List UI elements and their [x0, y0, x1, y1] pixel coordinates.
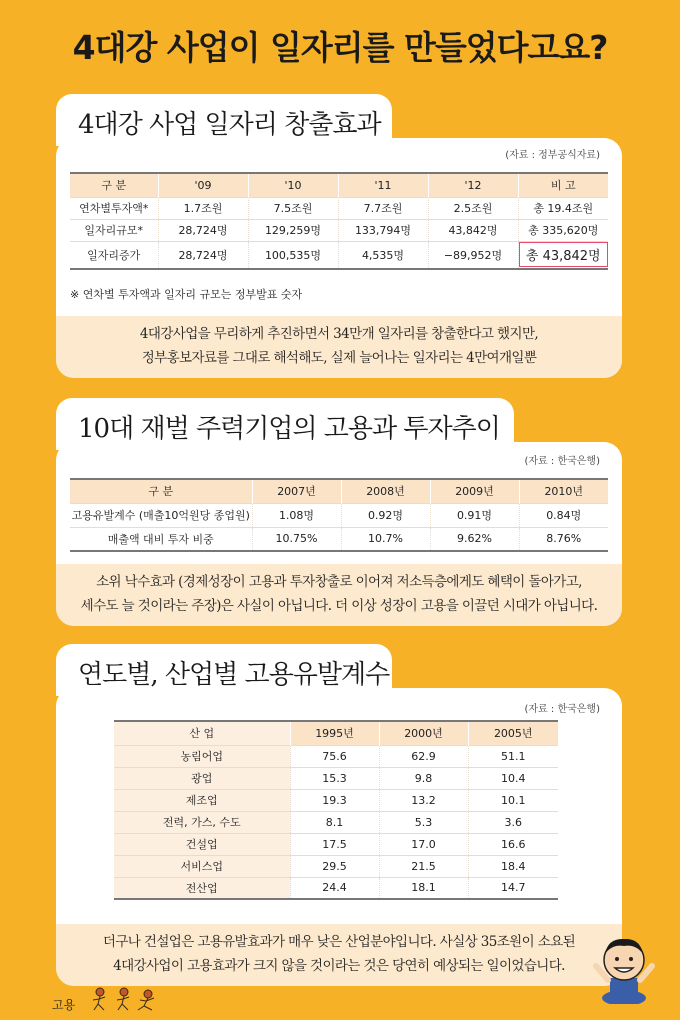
table-header-cell: '11: [338, 173, 428, 197]
table-header-cell: 2007년: [252, 479, 341, 503]
section1-card: [56, 138, 622, 378]
table-cell: 9.62%: [430, 527, 519, 551]
table-cell: 29.5: [290, 855, 379, 877]
table-header-cell: '10: [248, 173, 338, 197]
table-cell: 제조업: [114, 789, 290, 811]
table-header-row: [114, 721, 558, 745]
table-cell: [518, 241, 608, 269]
table-cell: 75.6: [290, 745, 379, 767]
section2-summary: [56, 564, 622, 626]
table-row: [70, 503, 608, 527]
table-header-cell: '12: [428, 173, 518, 197]
section3-summary: [56, 924, 622, 986]
section3-table: [114, 720, 558, 900]
table-row: [70, 241, 608, 269]
table-row: [114, 811, 558, 833]
summary-line: 4대강사업을 무리하게 추진하면서 34만개 일자리를 창출한다고 했지만,: [139, 326, 539, 342]
section1-note: ※ 연차별 투자액과 일자리 규모는 정부발표 숫자: [70, 288, 303, 301]
table-row: [114, 855, 558, 877]
table-cell: 농림어업: [114, 745, 290, 767]
section2-card: [56, 442, 622, 626]
table-header-row: [70, 479, 608, 503]
section2-source: (자료 : 한국은행): [524, 456, 600, 467]
table-cell: 28,724명: [158, 219, 248, 241]
table-header-row: [70, 173, 608, 197]
table-header-cell: 1995년: [290, 721, 379, 745]
table-cell: 1.08명: [252, 503, 341, 527]
section1-table: [70, 172, 608, 270]
table-header-cell: 2009년: [430, 479, 519, 503]
table-header-cell: 2000년: [379, 721, 468, 745]
table-cell: 일자리규모*: [70, 219, 158, 241]
table-cell: 5.3: [379, 811, 468, 833]
table-row: [70, 197, 608, 219]
table-cell: 9.8: [379, 767, 468, 789]
table-header-cell: '09: [158, 173, 248, 197]
table-cell: 건설업: [114, 833, 290, 855]
table-cell: 129,259명: [248, 219, 338, 241]
table-row: [114, 789, 558, 811]
table-cell: 광업: [114, 767, 290, 789]
table-cell: 8.1: [290, 811, 379, 833]
table-cell: 17.5: [290, 833, 379, 855]
table-cell: 24.4: [290, 877, 379, 899]
table-cell: 18.1: [379, 877, 468, 899]
table-row: [114, 767, 558, 789]
table-cell: 19.3: [290, 789, 379, 811]
table-row: [114, 833, 558, 855]
section1-summary: [56, 316, 622, 378]
table-cell: 10.75%: [252, 527, 341, 551]
table-cell: 0.92명: [341, 503, 430, 527]
table-cell: 10.1: [468, 789, 558, 811]
table-cell: 10.7%: [341, 527, 430, 551]
table-cell: 7.7조원: [338, 197, 428, 219]
table-cell: 총 335,620명: [518, 219, 608, 241]
table-header-cell: 구 분: [70, 173, 158, 197]
table-cell: 133,794명: [338, 219, 428, 241]
table-cell: 총 19.4조원: [518, 197, 608, 219]
table-cell: 10.4: [468, 767, 558, 789]
section3-source: (자료 : 한국은행): [524, 704, 600, 715]
section1-title: 4대강 사업 일자리 창출효과: [56, 94, 392, 146]
table-cell: 14.7: [468, 877, 558, 899]
table-cell: 8.76%: [519, 527, 608, 551]
table-cell: 18.4: [468, 855, 558, 877]
table-cell: 고용유발계수 (매출10억원당 종업원): [70, 503, 252, 527]
table-cell: 43,842명: [428, 219, 518, 241]
table-cell: 2.5조원: [428, 197, 518, 219]
summary-line: 세수도 늘 것이라는 주장)은 사실이 아닙니다. 더 이상 성장이 고용을 이끌던 시대가 아닙니다.: [80, 598, 598, 614]
runners-icon: [90, 986, 170, 1012]
summary-line: 정부홍보자료를 그대로 해석해도, 실제 늘어나는 일자리는 4만여개일뿐: [141, 350, 537, 366]
table-cell: 51.1: [468, 745, 558, 767]
section1-source: (자료 : 정부공식자료): [505, 150, 600, 161]
summary-line: 더구나 건설업은 고용유발효과가 매우 낮은 산업분야입니다. 사실상 35조원이 소요된: [102, 934, 576, 950]
table-cell: 일자리증가: [70, 241, 158, 269]
table-row: [70, 527, 608, 551]
table-cell: 4,535명: [338, 241, 428, 269]
table-cell: 0.84명: [519, 503, 608, 527]
table-cell: 3.6: [468, 811, 558, 833]
section3-card: [56, 688, 622, 986]
table-row: [70, 219, 608, 241]
table-cell: 전력, 가스, 수도: [114, 811, 290, 833]
table-cell: 7.5조원: [248, 197, 338, 219]
highlighted-total: 총 43,842명: [519, 242, 608, 267]
table-header-cell: 2010년: [519, 479, 608, 503]
section3-title: 연도별, 산업별 고용유발계수: [56, 644, 392, 696]
table-header-cell: 비 고: [518, 173, 608, 197]
table-header-cell: 구 분: [70, 479, 252, 503]
footer-label: 고용: [52, 998, 76, 1012]
table-cell: 서비스업: [114, 855, 290, 877]
table-header-cell: 2005년: [468, 721, 558, 745]
table-cell: 62.9: [379, 745, 468, 767]
table-cell: 21.5: [379, 855, 468, 877]
table-row: [114, 877, 558, 899]
table-header-cell: 2008년: [341, 479, 430, 503]
table-cell: 15.3: [290, 767, 379, 789]
table-cell: 17.0: [379, 833, 468, 855]
summary-line: 소위 낙수효과 (경제성장이 고용과 투자창출로 이어져 저소득층에게도 혜택이 돌아가고,: [96, 574, 582, 590]
section2-table: [70, 478, 608, 552]
table-row: [114, 745, 558, 767]
summary-line: 4대강사업이 고용효과가 크지 않을 것이라는 것은 당연히 예상되는 일이었습니다.: [113, 958, 565, 974]
table-cell: 연차별투자액*: [70, 197, 158, 219]
table-cell: −89,952명: [428, 241, 518, 269]
page-title: 4대강 사업이 일자리를 만들었다고요?: [72, 28, 608, 67]
table-cell: 1.7조원: [158, 197, 248, 219]
table-cell: 13.2: [379, 789, 468, 811]
table-cell: 100,535명: [248, 241, 338, 269]
table-cell: 28,724명: [158, 241, 248, 269]
table-cell: 전산업: [114, 877, 290, 899]
mascot-icon: [592, 932, 656, 1004]
section2-title: 10대 재벌 주력기업의 고용과 투자추이: [56, 398, 514, 450]
table-header-cell: 산 업: [114, 721, 290, 745]
table-cell: 16.6: [468, 833, 558, 855]
table-cell: 매출액 대비 투자 비중: [70, 527, 252, 551]
table-cell: 0.91명: [430, 503, 519, 527]
